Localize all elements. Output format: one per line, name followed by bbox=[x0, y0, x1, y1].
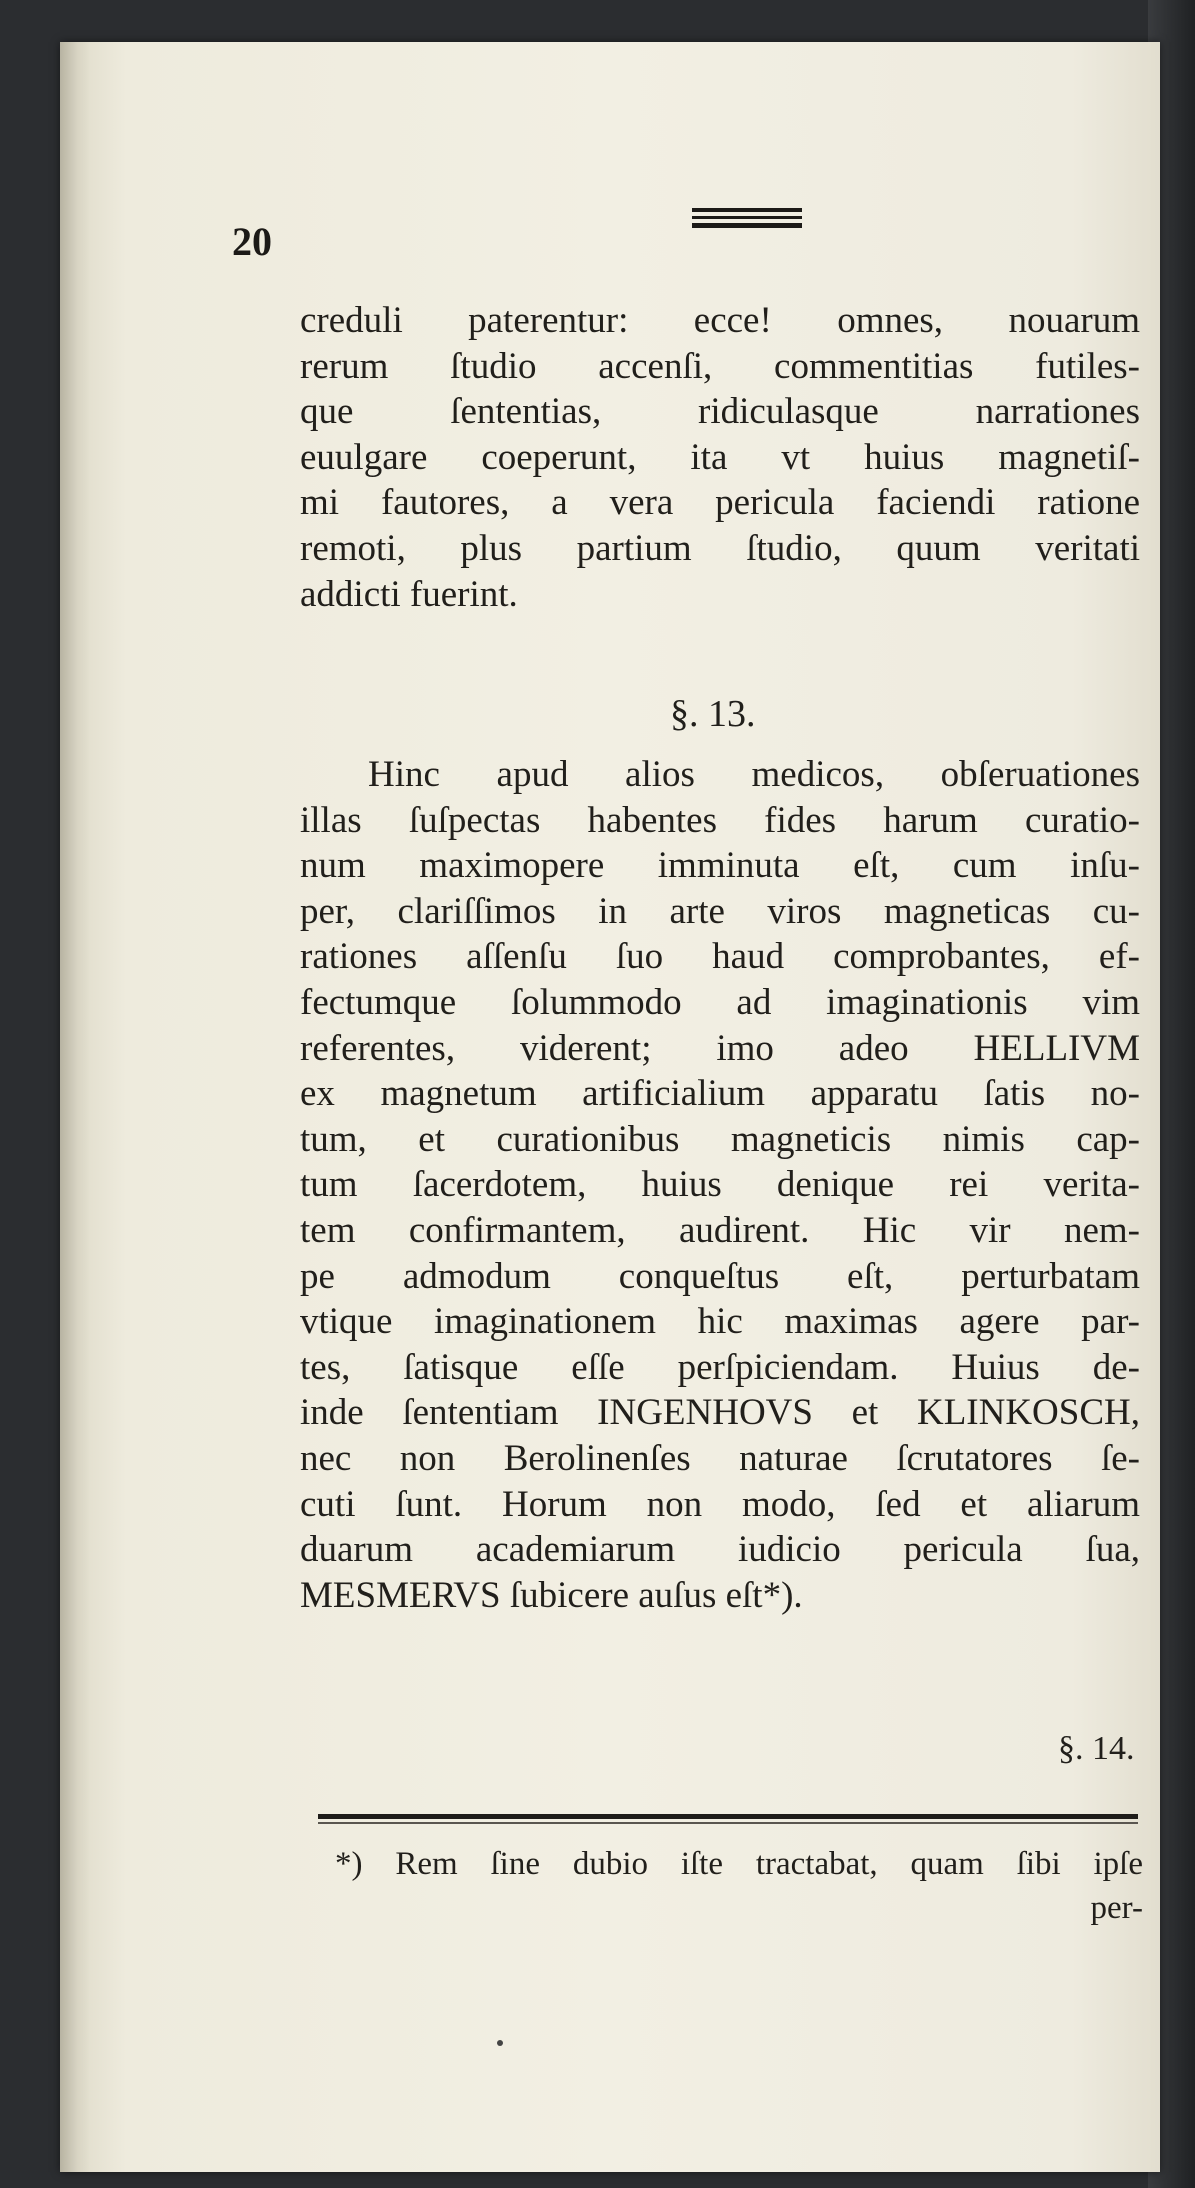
footnote bbox=[335, 1842, 1143, 1930]
text-line: Hinc apud alios medicos, obſeruationes bbox=[368, 754, 1140, 795]
paragraph-1 bbox=[300, 298, 1140, 617]
text-line: MESMERVS ſubicere auſus eſt*). bbox=[300, 1574, 803, 1616]
paper-speck bbox=[497, 2040, 503, 2046]
text-line: fectumque ſolummodo ad imaginationis vim bbox=[300, 981, 1140, 1023]
footnote-line: *) Rem ſine dubio iſte tractabat, quam ſibi ipſe bbox=[335, 1846, 1143, 1882]
text-line: pe admodum conqueſtus eſt, perturbatam bbox=[300, 1255, 1140, 1297]
text-line: per, clariſſimos in arte viros magneticas cu- bbox=[300, 890, 1140, 932]
text-line: referentes, viderent; imo adeo HELLIVM bbox=[300, 1027, 1140, 1069]
text-line: remoti, plus partium ſtudio, quum veritati bbox=[300, 527, 1140, 569]
text-line: duarum academiarum iudicio pericula ſua, bbox=[300, 1529, 1140, 1571]
text-line: inde ſententiam INGENHOVS et KLINKOSCH, bbox=[300, 1392, 1140, 1434]
text-line: vtique imaginationem hic maximas agere par- bbox=[300, 1301, 1140, 1343]
text-line: illas ſuſpectas habentes fides harum curatio- bbox=[300, 799, 1140, 841]
text-line: rationes aſſenſu ſuo haud comprobantes, ef- bbox=[300, 936, 1140, 978]
text-line: euulgare coeperunt, ita vt huius magnetiſ- bbox=[300, 436, 1140, 478]
text-line: creduli paterentur: ecce! omnes, nouarum bbox=[300, 300, 1140, 341]
footnote-catchword: per- bbox=[1090, 1890, 1143, 1926]
page-number: 20 bbox=[232, 219, 272, 264]
text-line: tes, ſatisque eſſe perſpiciendam. Huius de- bbox=[300, 1346, 1140, 1388]
text-line: rerum ſtudio accenſi, commentitias futiles- bbox=[300, 345, 1140, 387]
footnote-rule-thin bbox=[318, 1822, 1138, 1824]
text-line: addicti fuerint. bbox=[300, 573, 518, 615]
text-line: mi fautores, a vera pericula faciendi ratione bbox=[300, 482, 1140, 524]
text-line: tum, et curationibus magneticis nimis cap- bbox=[300, 1118, 1140, 1160]
section-heading: §. 13. bbox=[670, 693, 756, 735]
header-ornament-rule bbox=[692, 208, 802, 230]
text-line: cuti ſunt. Horum non modo, ſed et aliarum bbox=[300, 1483, 1140, 1525]
text-line: tum ſacerdotem, huius denique rei verita- bbox=[300, 1164, 1140, 1206]
paragraph-2 bbox=[300, 752, 1140, 1618]
footnote-rule bbox=[318, 1814, 1138, 1819]
text-line: nec non Berolinenſes naturae ſcrutatores ſe- bbox=[300, 1437, 1140, 1479]
catchword: §. 14. bbox=[1058, 1730, 1135, 1767]
text-line: que ſententias, ridiculasque narrationes bbox=[300, 391, 1140, 433]
text-line: tem confirmantem, audirent. Hic vir nem- bbox=[300, 1209, 1140, 1251]
text-line: ex magnetum artificialium apparatu ſatis no- bbox=[300, 1073, 1140, 1115]
text-line: num maximopere imminuta eſt, cum inſu- bbox=[300, 845, 1140, 887]
page-gutter bbox=[60, 42, 90, 2172]
